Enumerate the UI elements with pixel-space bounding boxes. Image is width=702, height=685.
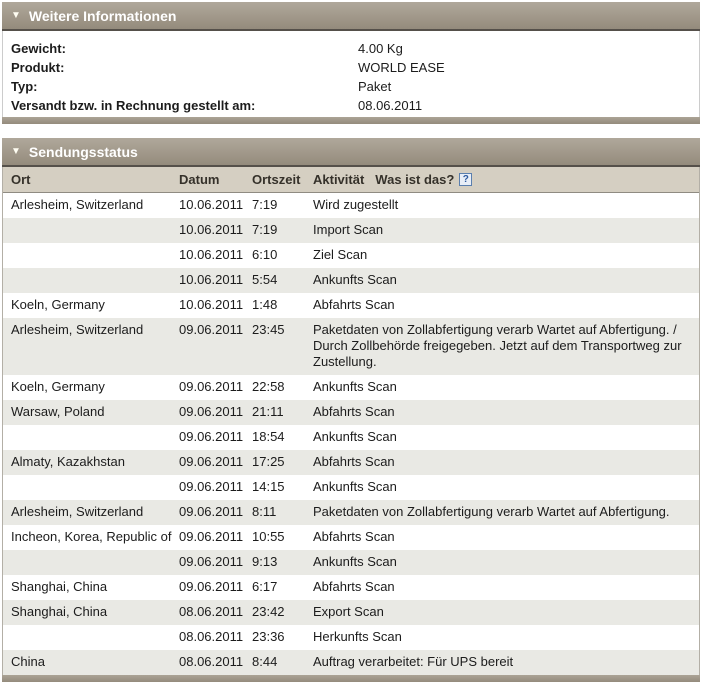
- status-table-row: [3, 425, 699, 450]
- status-table-row: [3, 500, 699, 525]
- cell-ortszeit: 21:11: [252, 404, 284, 419]
- cell-aktivitaet: Ankunfts Scan: [313, 272, 397, 287]
- cell-ort: Almaty, Kazakhstan: [11, 454, 125, 469]
- cell-datum: 10.06.2011: [179, 222, 244, 237]
- cell-datum: 09.06.2011: [179, 554, 244, 569]
- info-label-gewicht: Gewicht:: [11, 41, 66, 56]
- cell-aktivitaet: Abfahrts Scan: [313, 454, 395, 469]
- cell-datum: 09.06.2011: [179, 454, 244, 469]
- cell-ort: Arlesheim, Switzerland: [11, 322, 144, 337]
- cell-ortszeit: 18:54: [252, 429, 285, 444]
- column-header-ort: Ort: [11, 172, 31, 187]
- cell-ort: [11, 429, 179, 445]
- cell-ortszeit: 22:58: [252, 379, 285, 394]
- cell-aktivitaet: Auftrag verarbeitet: Für UPS bereit: [313, 654, 514, 669]
- cell-aktivitaet: Abfahrts Scan: [313, 297, 395, 312]
- cell-ortszeit: 7:19: [252, 222, 278, 237]
- cell-ortszeit: 23:45: [252, 322, 285, 337]
- section-header-weitere-informationen[interactable]: [2, 2, 700, 31]
- cell-ortszeit: 5:54: [252, 272, 278, 287]
- cell-ortszeit: 6:17: [252, 579, 278, 594]
- cell-ort: China: [11, 654, 45, 669]
- cell-ortszeit: 6:10: [252, 247, 278, 262]
- column-header-aktivitaet-cell: [313, 172, 699, 187]
- status-table-row: [3, 218, 699, 243]
- cell-ortszeit: 14:15: [252, 479, 285, 494]
- status-table-row: [3, 193, 699, 218]
- cell-aktivitaet: Abfahrts Scan: [313, 529, 395, 544]
- cell-datum: 09.06.2011: [179, 404, 244, 419]
- status-table-row: [3, 650, 699, 675]
- status-table-row: [3, 550, 699, 575]
- cell-ort: [11, 554, 179, 570]
- cell-ortszeit: 8:11: [252, 504, 277, 519]
- cell-ortszeit: 1:48: [252, 297, 278, 312]
- info-row-typ: [11, 77, 699, 96]
- cell-aktivitaet: Herkunfts Scan: [313, 629, 402, 644]
- cell-aktivitaet: Ankunfts Scan: [313, 379, 397, 394]
- info-row-gewicht: [11, 39, 699, 58]
- info-label-typ: Typ:: [11, 79, 38, 94]
- collapse-arrow-icon: ▼: [11, 145, 21, 157]
- status-table-row: [3, 318, 699, 375]
- cell-datum: 09.06.2011: [179, 479, 244, 494]
- status-table-row: [3, 475, 699, 500]
- info-label-produkt: Produkt:: [11, 60, 65, 75]
- section-title-sendungsstatus: Sendungsstatus: [28, 143, 138, 160]
- cell-aktivitaet: Import Scan: [313, 222, 384, 237]
- status-table-column-header: [3, 167, 699, 193]
- cell-ort: Shanghai, China: [11, 579, 108, 594]
- cell-aktivitaet: Ankunfts Scan: [313, 429, 397, 444]
- cell-ortszeit: 10:55: [252, 529, 285, 544]
- cell-aktivitaet: Paketdaten von Zollabfertigung verarb Wartet auf Abfertigung. / Durch Zollbehörde freigegeben. Jetzt auf dem Transportweg zur Zustellung.: [313, 322, 682, 369]
- cell-aktivitaet: Abfahrts Scan: [313, 579, 395, 594]
- cell-datum: 08.06.2011: [179, 654, 244, 669]
- cell-ort: Koeln, Germany: [11, 379, 105, 394]
- cell-datum: 09.06.2011: [179, 579, 244, 594]
- cell-ort: [11, 629, 179, 645]
- cell-ort: [11, 272, 179, 288]
- table-bottom-bar: [2, 675, 700, 682]
- cell-ortszeit: 9:13: [252, 554, 278, 569]
- section-title-weitere-informationen: Weitere Informationen: [28, 7, 177, 24]
- status-table-row: [3, 243, 699, 268]
- shipment-info-panel: [2, 31, 700, 117]
- cell-ortszeit: 8:44: [252, 654, 278, 669]
- cell-ort: Arlesheim, Switzerland: [11, 504, 144, 519]
- cell-ort: Koeln, Germany: [11, 297, 105, 312]
- help-icon[interactable]: ?: [459, 173, 472, 186]
- cell-ortszeit: 23:42: [252, 604, 285, 619]
- status-table-row: [3, 575, 699, 600]
- status-table-row: [3, 450, 699, 475]
- info-value-produkt: WORLD EASE: [358, 60, 445, 75]
- status-rows-container: [3, 193, 699, 675]
- cell-aktivitaet: Abfahrts Scan: [313, 404, 395, 419]
- status-table-row: [3, 625, 699, 650]
- info-value-versanddatum: 08.06.2011: [358, 98, 423, 113]
- cell-ort: Warsaw, Poland: [11, 404, 105, 419]
- cell-ort: Shanghai, China: [11, 604, 108, 619]
- cell-ort: [11, 479, 179, 495]
- cell-datum: 10.06.2011: [179, 197, 244, 212]
- cell-datum: 09.06.2011: [179, 529, 244, 544]
- column-header-aktivitaet: Aktivität: [313, 172, 365, 187]
- info-label-versanddatum: Versandt bzw. in Rechnung gestellt am:: [11, 98, 256, 113]
- status-table-row: [3, 293, 699, 318]
- cell-ort: Incheon, Korea, Republic of: [11, 529, 172, 544]
- cell-aktivitaet: Paketdaten von Zollabfertigung verarb Wartet auf Abfertigung.: [313, 504, 670, 519]
- column-header-datum: Datum: [179, 172, 220, 187]
- cell-aktivitaet: Ankunfts Scan: [313, 554, 397, 569]
- cell-datum: 10.06.2011: [179, 247, 244, 262]
- was-ist-das-link[interactable]: Was ist das?: [375, 172, 455, 187]
- cell-datum: 09.06.2011: [179, 322, 244, 337]
- cell-aktivitaet: Export Scan: [313, 604, 384, 619]
- cell-ortszeit: 17:25: [252, 454, 285, 469]
- info-row-versanddatum: [11, 96, 699, 115]
- section-gap: [0, 124, 702, 138]
- cell-ortszeit: 7:19: [252, 197, 278, 212]
- shipment-status-table: [2, 167, 700, 675]
- cell-aktivitaet: Ziel Scan: [313, 247, 368, 262]
- cell-aktivitaet: Ankunfts Scan: [313, 479, 397, 494]
- column-header-ortszeit: Ortszeit: [252, 172, 301, 187]
- status-table-row: [3, 400, 699, 425]
- cell-datum: 09.06.2011: [179, 379, 244, 394]
- cell-ort: [11, 247, 179, 263]
- info-row-produkt: [11, 58, 699, 77]
- cell-datum: 10.06.2011: [179, 272, 244, 287]
- cell-ort: [11, 222, 179, 238]
- cell-ort: Arlesheim, Switzerland: [11, 197, 144, 212]
- info-value-typ: Paket: [358, 79, 392, 94]
- cell-datum: 09.06.2011: [179, 429, 244, 444]
- section-bottom-bar: [2, 117, 700, 124]
- cell-datum: 09.06.2011: [179, 504, 244, 519]
- info-value-gewicht: 4.00 Kg: [358, 41, 403, 56]
- status-table-row: [3, 268, 699, 293]
- cell-aktivitaet: Wird zugestellt: [313, 197, 399, 212]
- cell-datum: 08.06.2011: [179, 604, 244, 619]
- status-table-row: [3, 375, 699, 400]
- cell-datum: 08.06.2011: [179, 629, 244, 644]
- status-table-row: [3, 525, 699, 550]
- collapse-arrow-icon: ▼: [11, 9, 21, 21]
- section-header-sendungsstatus[interactable]: [2, 138, 700, 167]
- status-table-row: [3, 600, 699, 625]
- cell-datum: 10.06.2011: [179, 297, 244, 312]
- cell-ortszeit: 23:36: [252, 629, 285, 644]
